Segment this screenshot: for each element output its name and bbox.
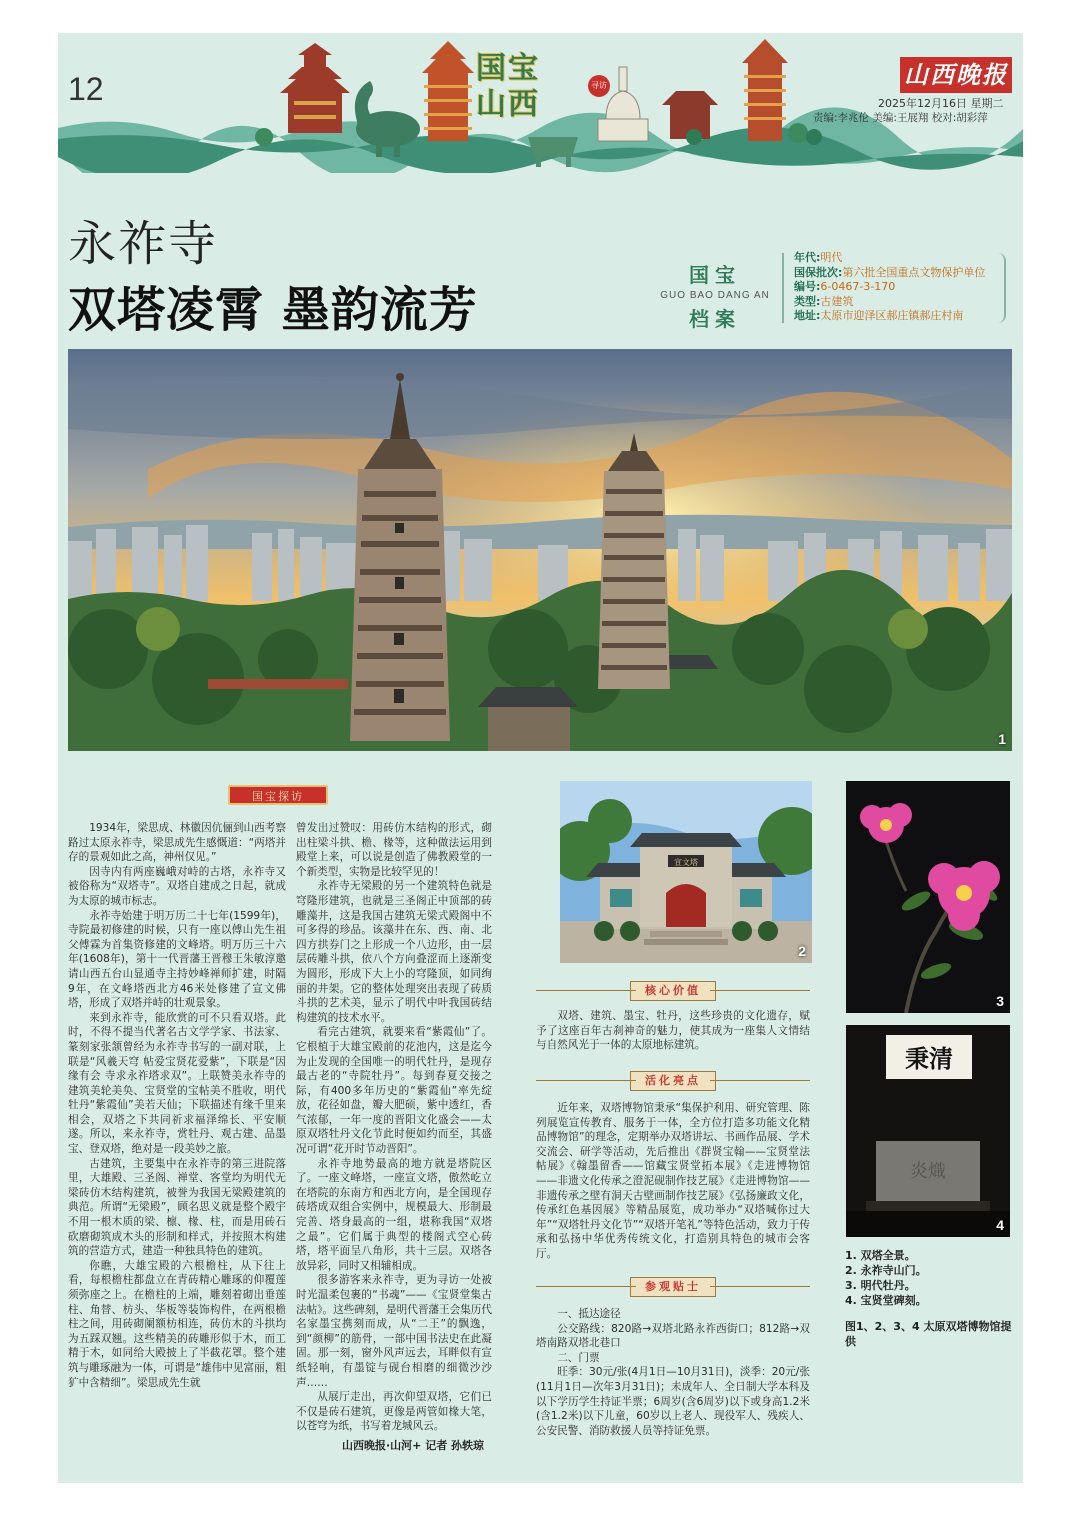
editors-line: 责编:李兆伦 美编:王展翔 校对:胡彩萍 <box>813 112 988 124</box>
article-paragraph: 古建筑，主要集中在永祚寺的第三进院落里，大雄殿、三圣阁、禅堂、客堂均为明代无梁砖仿木结构建筑，被誉为我国无梁殿建筑的典范。所谓“无梁殿”，顾名思义就是整个殿宇不用一根木质的梁、檩、椽、柱，而是用砖石砍磨砌筑成木头的形制和样式，并按照木构建筑的营造方式，建造一种独具特色的建筑。 <box>68 1157 286 1258</box>
gate-plaque: 宣文塔 <box>674 858 698 867</box>
archive-divider <box>782 253 788 323</box>
archive-row-batch: 国保批次:第六批全国重点文物保护单位 <box>794 265 986 279</box>
column-title <box>476 51 607 129</box>
archive-title <box>656 259 774 332</box>
caption-item: 2. 永祚寺山门。 <box>845 1264 927 1277</box>
archive-row-address: 地址:太原市迎泽区郝庄镇郝庄村南 <box>794 309 964 322</box>
article-paragraph: 因寺内有两座巍峨对峙的古塔，永祚寺又被俗称为“双塔寺”。双塔自建成之日起，就成为太原的城市标志。 <box>68 865 286 907</box>
caption-item: 4. 宝贤堂碑刻。 <box>845 1294 927 1307</box>
box-title-activation: 活化亮点 <box>536 1071 810 1089</box>
article-column-1 <box>68 821 286 1457</box>
photo-captions <box>845 1248 927 1308</box>
article-paragraph: 1934年，梁思成、林徽因伉俪到山西考察路过太原永祚寺，梁思成先生感慨道：“两塔并存的景观如此之高，神州仅见。” <box>68 822 286 864</box>
archive-info <box>794 251 985 324</box>
tips-line: 公交路线：820路→双塔北路永祚西街口；812路→双塔南路双塔北巷口 <box>536 1322 810 1350</box>
archive-row-number: 编号:6-0467-3-170 <box>794 280 896 293</box>
newspaper-page <box>58 33 1023 1483</box>
byline: 山西晚报·山河+ 记者 孙轶琼 <box>342 1439 485 1452</box>
caption-item: 3. 明代牡丹。 <box>845 1279 916 1292</box>
photo-number-2: 2 <box>798 943 806 959</box>
column-title-text: 国宝山西 <box>476 51 540 122</box>
activation-text: 近年来，双塔博物馆秉承“集保护利用、研究管理、陈列展览宣传教育、服务于一体，全方位打造多功能文化精品博物馆”的理念，定期举办双塔讲坛、书画作品展、学术交流会、研学等活动，先后推出《群贤宝翰——宝贤堂法帖展》《翰墨留香——馆藏宝贤堂拓本展》《走进博物馆——非遗文化传承之澄泥砚制作技艺展》《走进博物馆——非遗传承之壁有洞天古壁画制作技艺展》《弘扬廉政文化，传承红色基因展》等精品展览，成功举办“双塔喊你过大年”“双塔牡丹文化节”“双塔开笔礼”等特色活动，致力于传承和弘扬中华优秀传统文化，打造别具特色的城市会客厅。 <box>536 1102 810 1260</box>
tips-line: 一、抵达途径 <box>557 1308 621 1320</box>
tips-line: 旺季：30元/张(4月1日—10月31日)，淡季：20元/张(11月1日—次年3月31日)；未成年人、全日制大学本科及以下学历学生持证半票；6周岁(含6周岁)以下或身高1.2米(含1.2米)以下儿童，60岁以上老人、现役军人、残疾人、公安民警、消防救援人员等持证免票。 <box>536 1366 810 1437</box>
section-label-explore: 国宝探访 <box>228 785 328 805</box>
photo-ming-peony <box>846 781 1010 1013</box>
article-paragraph: 来到永祚寺，能欣赏的可不只看双塔。此时，不得不提当代著名古文学学家、书法家、篆刻家张颔曾经为永祚寺书写的一副对联，上联是“风羲天穹 帖爱宝贤花爱紫”，下联是“因缘有会 寺求永祚塔求双”。上联赞美永祚寺的建筑美轮美奂、宝贤堂的宝帖美不胜收，明代牡丹“紫霞仙”美若天仙；下联描述有缘千里来相会，双塔之下共同祈求福泽绵长、平安顺遂。所以，来永祚寺，赏牡丹、观古建、品墨宝、登双塔，绝对是一段美妙之旅。 <box>68 1011 286 1156</box>
archive-title-line1: 国宝 <box>689 263 741 287</box>
archive-bracket-end <box>998 253 1006 323</box>
box-title-visit-tips: 参观贴士 <box>536 1277 810 1295</box>
newspaper-logo: 山西晚报 <box>900 57 1012 93</box>
headline-kicker: 永祚寺 <box>68 216 219 272</box>
core-value-text: 双塔、建筑、墨宝、牡丹，这些珍贵的文化遗存，赋予了这座百年古刹神奇的魅力，使其成为一座集人文情结与自然风光于一体的太原地标建筑。 <box>536 1010 810 1052</box>
photo-number-1: 1 <box>998 731 1006 747</box>
archive-row-type: 类型:古建筑 <box>794 294 854 308</box>
page-number: 12 <box>68 71 104 107</box>
article-paragraph: 看完古建筑，就要来看“紫霞仙”了。它根植于大雄宝殿前的花池内，这是迄今为止发现的全国唯一的明代牡丹，是现存最古老的“寺院牡丹”。每到春夏交接之际，有400多年历史的“紫霞仙”率先绽放，花径如盘，瓣大肥硕，紫中透红，香气浓郁，一年一度的晋阳文化盛会——太原双塔牡丹文化节此时便如约而至，其盛况可谓“花开时节动晋阳”。 <box>296 1026 492 1156</box>
article-paragraph: 永祚寺地势最高的地方就是塔院区了。一座文峰塔，一座宣文塔，傲然屹立在塔院的东南方和西北方向，是全国现存砖塔成双组合实例中，规模最大、形制最完善、塔身最高的一组，堪称我国“双塔之最”。它们属于典型的楼阁式空心砖塔，塔平面呈八角形，共十三层。双塔各放异彩，同时又相辅相成。 <box>296 1157 492 1272</box>
photo-number-4: 4 <box>996 1217 1004 1233</box>
photo-temple-gate <box>560 781 812 963</box>
stele-rubbing-text: 秉清 <box>905 1044 953 1073</box>
stele-carving-text: 炎熾 <box>910 1161 946 1182</box>
archive-row-era: 年代:明代 <box>794 251 843 264</box>
box-title-core-value: 核心价值 <box>536 981 810 999</box>
xuanwen-pagoda <box>598 433 670 689</box>
issue-date: 2025年12月16日 星期二 <box>878 97 1004 110</box>
main-photo-twin-pagodas <box>68 349 1012 751</box>
photo-credit: 图1、2、3、4 太原双塔博物馆提供 <box>845 1320 1012 1348</box>
visit-tips-text <box>536 1307 810 1438</box>
article-paragraph: 很多游客来永祚寺，更为寻访一处被时光温柔包裹的“书魂”——《宝贤堂集古法帖》。这些碑刻，是明代晋藩王会集历代名家墨宝携刻而成，从“二王”的飘逸，到“颜柳”的筋骨，一部中国书法史在此凝固。那一刻，窗外风声远去，耳畔似有宣纸轻响，有墨锭与砚台相磨的细微沙沙声…… <box>296 1274 492 1389</box>
photo-stele <box>846 1025 1010 1237</box>
photo-number-3: 3 <box>996 993 1004 1009</box>
archive-title-line3: 档案 <box>689 307 741 331</box>
caption-item: 1. 双塔全景。 <box>845 1249 916 1262</box>
article-paragraph: 曾发出过赞叹：用砖仿木结构的形式，砌出柱梁斗拱、檐、椽等，这种做法运用到殿堂上来，可以说是创造了佛教殿堂的一个新类型，实物是比较罕见的！ <box>296 822 492 878</box>
article-paragraph: 永祚寺始建于明万历二十七年(1599年)，寺院最初修建的时候，只有一座以傅山先生祖父傅霖为首集资修建的文峰塔。明万历三十六年(1608年)，第十一代晋藩王晋穆王朱敏淳邀请山西五台山显通寺主持妙峰禅师扩建，时隔9年，在文峰塔西北方46米处修建了宣文佛塔，形成了双塔并峙的壮观景象。 <box>68 909 286 1010</box>
tips-line: 二、门票 <box>557 1351 600 1364</box>
article-column-2 <box>296 821 492 1433</box>
article-paragraph: 你瞧，大雄宝殿的六根檐柱，从下往上看，每根檐柱都盘立在青砖精心雕琢的仰覆莲须弥座之上。在檐柱的上端，雕刻着砌出垂莲柱、角替、枋头、华板等装饰构件，在两根檐柱之间，用砖砌阑额枋相连，砖仿木的斗拱均为五踩双翘。这些精美的砖雕形似于木，而工精于木，如同给大殿披上了半截花罩。整个建筑与雕琢融为一体，可谓是“雄伟中见富丽，粗犷中含精细”。梁思成先生就 <box>68 1259 286 1389</box>
article-paragraph: 从展厅走出，再次仰望双塔，它们已不仅是砖石建筑，更像是两管如椽大笔，以苍穹为纸，书写着龙城风云。 <box>296 1391 492 1433</box>
article-paragraph: 永祚寺无梁殿的另一个建筑特色就是穹隆形建筑，也就是三圣阁正中顶部的砖雕藻井，这是我国古建筑无梁式殿阁中不可多得的珍品。该藻井在东、西、南、北四方拱券门之上形成一个八边形，由一层层砖雕斗拱，依八个方向叠涩而上逐渐变为圆形，形成下大上小的穹隆顶，如同绚丽的井架。它的整体处理突出表现了砖质斗拱的艺术美，显示了明代中叶我国砖结构建筑的技术水平。 <box>296 880 492 1024</box>
archive-title-pinyin: GUO BAO DANG AN <box>660 290 770 301</box>
headline-title: 双塔凌霄 墨韵流芳 <box>68 282 478 338</box>
column-seal: 寻访 <box>588 75 610 97</box>
